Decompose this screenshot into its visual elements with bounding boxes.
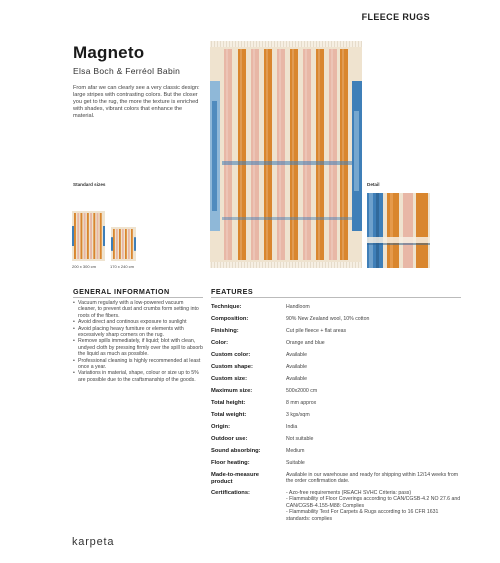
feature-value: 90% New Zealand wool, 10% cotton [286,316,370,322]
detail-label: Detail [367,182,380,187]
product-title: Magneto [73,43,145,62]
feature-label: Floor heating: [211,460,250,466]
general-info-divider [73,297,203,298]
feature-value: India [286,424,298,430]
feature-label: Sound absorbing: [211,448,261,454]
rug-main-image [210,41,362,268]
care-item: • Vacuum regularly with a low-powered vacuum cleaner, to prevent dust and crumbs form setting into roots of the fibers. [73,300,203,319]
care-item: • Avoid placing heavy furniture or elements with excessively sharp corners on the rug. [73,326,203,339]
feature-value: Cut pile fleece + flat areas [286,328,347,334]
feature-label: Color: [211,340,229,346]
feature-label: Maximum size: [211,388,253,394]
feature-value: Orange and blue [286,340,325,346]
feature-value: 500x2000 cm [286,388,318,394]
product-description: From afar we can clearly see a very classic design: large stripes with contrasting colors. But the closer you get to the rug, the more the texture is enriched with shades, vibrant colors that enhance the material. [73,85,200,120]
general-info-title: GENERAL INFORMATION [73,287,170,296]
feature-value: Handloom [286,304,310,310]
feature-label: Technique: [211,304,242,310]
rug-thumbnail-small [111,227,136,261]
feature-label: Finishing: [211,328,239,334]
feature-value: 3 kgs/sqm [286,412,310,418]
feature-value: Medium [286,448,305,454]
care-item: • Avoid direct and continous exposure to sunlight [73,319,203,325]
care-item: • Variations in material, shape, colour or size up to 5% are possible due to the craftsmanship of the goods. [73,370,203,383]
rug-detail-image [367,193,430,268]
feature-value: 8 mm approx [286,400,317,406]
feature-label: Total weight: [211,412,247,418]
feature-value: Available [286,376,307,382]
feature-label: Custom shape: [211,364,253,370]
feature-label: Custom size: [211,376,248,382]
brand-logo: karpeta [72,536,115,548]
feature-label: Total height: [211,400,246,406]
feature-value: Available [286,352,307,358]
feature-value: - Azo-free requirements (REACH SVHC Criteria: pass) - Flammability of Floor Coverings according to CAN/CGSB-4.2 NO 27.6 and CAN/CGSB-4.155-M88: Complies - Flammability Test For Carpets & Rugs according to 16 CFR 1631 standards: complies [286,490,461,522]
care-item: • Professional cleaning is highly recommended at least once a year. [73,358,203,371]
category-label: FLEECE RUGS [361,12,430,22]
feature-label: Made-to-measure product [211,472,259,485]
feature-value: Available in our warehouse and ready for shipping within 12/14 weeks from the order confirmation date. [286,472,459,485]
features-divider [211,297,461,298]
standard-sizes-label: Standard sizes [73,182,106,187]
feature-label: Composition: [211,316,249,322]
product-designers: Elsa Boch & Ferréol Babin [73,66,181,76]
care-item: • Remove spills immediately, if liquid; blot with clean, undyed cloth by pressing firmly over the spill to absorb the liquid as much as possible. [73,338,203,357]
feature-value: Not suitable [286,436,314,442]
rug-thumbnail-large [72,211,105,261]
size-caption-small: 170 x 240 cm [110,264,135,269]
feature-label: Outdoor use: [211,436,248,442]
care-instructions-list [73,300,203,383]
feature-label: Certifications: [211,490,250,496]
feature-value: Suitable [286,460,305,466]
feature-label: Custom color: [211,352,251,358]
size-caption-large: 200 x 300 cm [72,264,97,269]
feature-label: Origin: [211,424,230,430]
features-title: FEATURES [211,287,254,296]
feature-value: Available [286,364,307,370]
